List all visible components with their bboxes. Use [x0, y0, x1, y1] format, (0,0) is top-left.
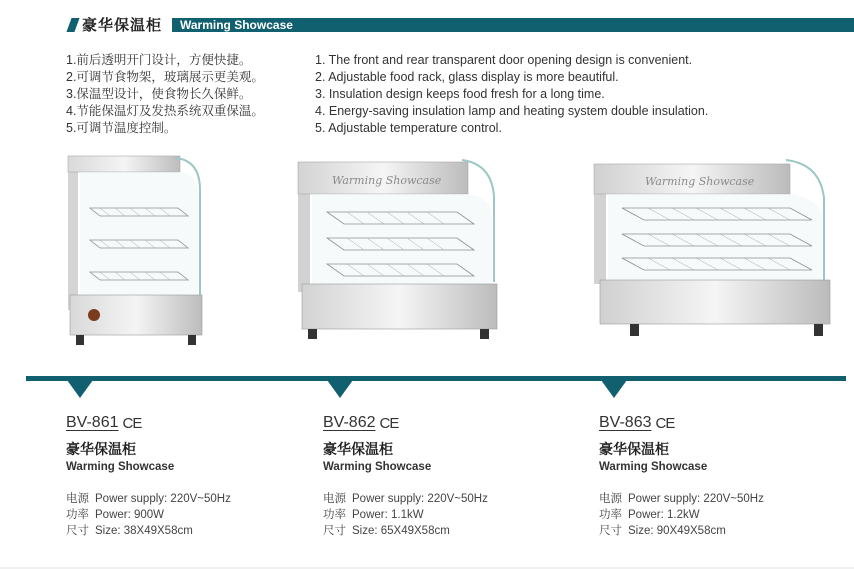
- feature-cn-item: 1.前后透明开门设计，方便快捷。: [66, 53, 252, 67]
- feature-cn-item: 4.节能保温灯及发热系统双重保温。: [66, 104, 264, 118]
- feature-cn-item: 3.保温型设计，使食物长久保鲜。: [66, 87, 252, 101]
- features-cn-list: [66, 52, 264, 137]
- model-code: BV-863: [599, 414, 652, 431]
- model-row: [323, 414, 494, 432]
- product-name-en: Warming Showcase: [599, 461, 708, 473]
- spec-list: [599, 491, 770, 539]
- header-accent: [66, 18, 79, 32]
- feature-cn-item: 2.可调节食物架，玻璃展示更美观。: [66, 70, 264, 84]
- feature-en-item: 4. Energy-saving insulation lamp and heating system double insulation.: [315, 104, 709, 118]
- product-marker-2: [327, 380, 353, 398]
- feature-en-item: 3. Insulation design keeps food fresh for a long time.: [315, 87, 605, 101]
- spec-power: 功率 Power: 1.2kW: [599, 509, 700, 521]
- spec-size: 尺寸 Size: 65X49X58cm: [323, 525, 450, 537]
- product-spec-bv862: [323, 414, 494, 539]
- product-spec-bv863: [599, 414, 770, 539]
- spec-power: 功率 Power: 1.1kW: [323, 509, 424, 521]
- product-image-bv861: [60, 150, 210, 360]
- product-name-cn: 豪华保温柜: [599, 441, 669, 457]
- spec-size: 尺寸 Size: 38X49X58cm: [66, 525, 193, 537]
- product-name-en: Warming Showcase: [323, 461, 432, 473]
- product-logo-text: Warming Showcase: [645, 175, 755, 188]
- spec-power-supply: 电源 Power supply: 220V~50Hz: [66, 493, 231, 505]
- spec-power-supply: 电源 Power supply: 220V~50Hz: [323, 493, 488, 505]
- product-image-bv863: [590, 150, 840, 360]
- model-code: BV-862: [323, 414, 376, 431]
- spec-size: 尺寸 Size: 90X49X58cm: [599, 525, 726, 537]
- product-marker-3: [601, 380, 627, 398]
- feature-en-item: 2. Adjustable food rack, glass display is more beautiful.: [315, 70, 619, 84]
- product-image-bv862: [292, 152, 507, 352]
- product-name-cn: 豪华保温柜: [323, 441, 393, 457]
- section-divider: [26, 376, 846, 381]
- model-code: BV-861: [66, 414, 119, 431]
- product-marker-1: [67, 380, 93, 398]
- spec-list: [323, 491, 494, 539]
- product-spec-bv861: [66, 414, 237, 539]
- feature-en-item: 5. Adjustable temperature control.: [315, 121, 502, 135]
- product-name-en: Warming Showcase: [66, 461, 175, 473]
- ce-mark-icon: CE: [122, 414, 142, 432]
- product-logo-text: Warming Showcase: [332, 174, 442, 187]
- header-title-en: Warming Showcase: [180, 18, 293, 32]
- model-row: [66, 414, 237, 432]
- product-name-cn: 豪华保温柜: [66, 441, 136, 457]
- feature-cn-item: 5.可调节温度控制。: [66, 121, 177, 135]
- features-en-list: [315, 52, 708, 137]
- spec-list: [66, 491, 237, 539]
- feature-en-item: 1. The front and rear transparent door opening design is convenient.: [315, 53, 693, 67]
- model-row: [599, 414, 770, 432]
- ce-mark-icon: CE: [379, 414, 399, 432]
- header-title-cn: 豪华保温柜: [82, 17, 163, 34]
- ce-mark-icon: CE: [655, 414, 675, 432]
- spec-power-supply: 电源 Power supply: 220V~50Hz: [599, 493, 764, 505]
- spec-power: 功率 Power: 900W: [66, 509, 165, 521]
